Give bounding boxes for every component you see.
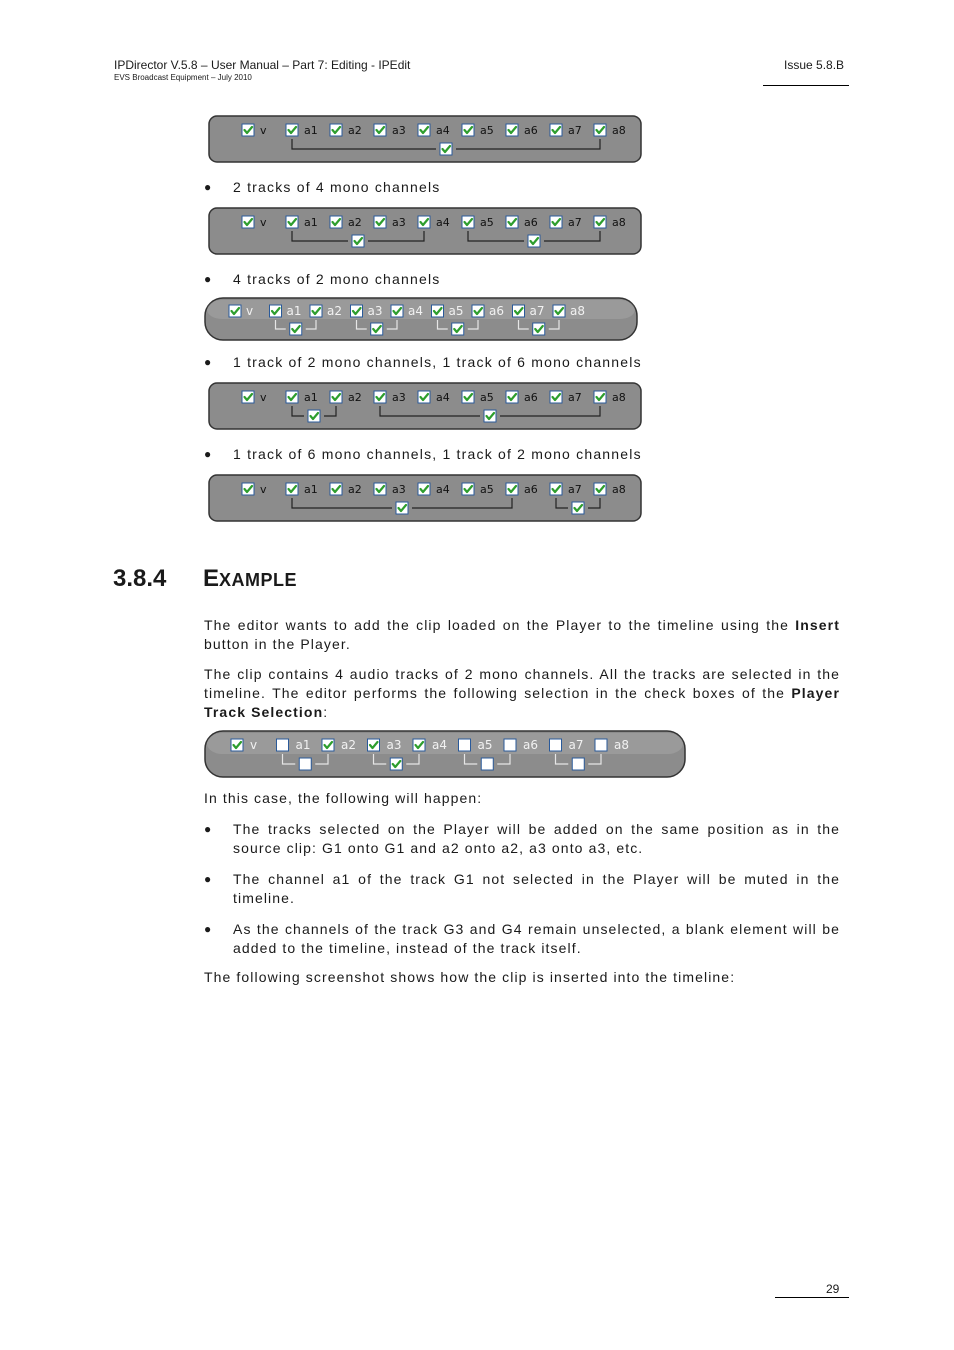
track-checkbox-a1[interactable] (286, 391, 298, 403)
track-checkbox-a4[interactable] (413, 739, 425, 751)
track-panel-4x2 (204, 297, 638, 341)
track-checkbox-a1[interactable] (286, 216, 298, 228)
track-label-a8: a8 (570, 304, 585, 318)
track-label-a4: a4 (436, 216, 450, 229)
track-checkbox-a3[interactable] (374, 216, 386, 228)
track-checkbox-a8[interactable] (553, 305, 565, 317)
bullet-dot: ● (204, 272, 212, 286)
header-issue: Issue 5.8.B (784, 58, 845, 72)
track-label-a1: a1 (286, 304, 302, 318)
track-checkbox-a6[interactable] (506, 124, 518, 136)
track-label-a7: a7 (568, 391, 582, 404)
group-checkbox-1[interactable] (308, 410, 320, 422)
track-label-a4: a4 (436, 124, 450, 137)
track-checkbox-a1[interactable] (286, 124, 298, 136)
track-checkbox-a3[interactable] (374, 483, 386, 495)
track-panel-6-2 (208, 474, 642, 522)
group-checkbox-2[interactable] (572, 502, 584, 514)
track-label-a2: a2 (348, 483, 362, 496)
track-label-a6: a6 (523, 738, 538, 752)
track-label-a8: a8 (612, 124, 626, 137)
track-label-a7: a7 (568, 124, 582, 137)
track-checkbox-v[interactable] (242, 391, 254, 403)
bullet-dot: ● (204, 447, 212, 461)
track-label-a3: a3 (392, 216, 406, 229)
panel-background (209, 208, 641, 254)
group-checkbox-3[interactable] (481, 758, 493, 770)
track-label-a2: a2 (348, 216, 362, 229)
track-label-a2: a2 (341, 738, 356, 752)
bullet-text: 1 track of 6 mono channels, 1 track of 2 mono channels (233, 446, 642, 462)
paragraph-text: The following screenshot shows how the clip is inserted into the timeline: (204, 969, 736, 985)
group-checkbox-2[interactable] (484, 410, 496, 422)
track-label-v: v (250, 738, 258, 752)
track-checkbox-a7[interactable] (550, 483, 562, 495)
header-rule (763, 85, 849, 86)
track-checkbox-a2[interactable] (330, 124, 342, 136)
track-label-a8: a8 (612, 391, 626, 404)
group-checkbox-4[interactable] (533, 323, 545, 335)
section-number: 3.8.4 (113, 565, 167, 592)
track-panel-4x2-all (208, 115, 642, 163)
track-checkbox-a2[interactable] (322, 739, 334, 751)
track-label-a4: a4 (436, 391, 450, 404)
track-checkbox-a3[interactable] (351, 305, 363, 317)
bullet-dot: ● (204, 355, 212, 369)
track-selection-svg (208, 382, 642, 430)
track-selection-svg (204, 730, 686, 778)
track-selection-svg (208, 474, 642, 522)
track-label-a1: a1 (295, 738, 311, 752)
paragraph-text: In this case, the following will happen: (204, 790, 483, 806)
group-checkbox-1[interactable] (299, 758, 311, 770)
track-label-a5: a5 (480, 216, 494, 229)
paragraph-text: The editor wants to add the clip loaded on the Player to the timeline using the (204, 617, 796, 633)
header-subtitle: EVS Broadcast Equipment – July 2010 (114, 73, 252, 82)
track-checkbox-a8[interactable] (594, 124, 606, 136)
track-checkbox-a7[interactable] (550, 124, 562, 136)
track-checkbox-a8[interactable] (594, 483, 606, 495)
track-label-a6: a6 (489, 304, 504, 318)
track-panel-2x4 (208, 207, 642, 255)
track-checkbox-a2[interactable] (330, 216, 342, 228)
track-checkbox-a3[interactable] (374, 124, 386, 136)
list-item-text: As the channels of the track G3 and G4 remain unselected, a blank element will be added to the timeline, instead of the track itself. (233, 921, 840, 956)
track-checkbox-a4[interactable] (391, 305, 403, 317)
track-checkbox-a3[interactable] (368, 739, 380, 751)
track-label-a5: a5 (480, 483, 494, 496)
track-checkbox-v[interactable] (242, 483, 254, 495)
bullet-text: 1 track of 2 mono channels, 1 track of 6 mono channels (233, 354, 642, 370)
group-checkbox-2[interactable] (528, 235, 540, 247)
track-selection-svg (208, 115, 642, 163)
bold-term: Insert (795, 617, 840, 633)
track-selection-svg (208, 207, 642, 255)
track-checkbox-a6[interactable] (506, 391, 518, 403)
track-checkbox-a3[interactable] (374, 391, 386, 403)
track-checkbox-a8[interactable] (595, 739, 607, 751)
track-checkbox-a5[interactable] (462, 391, 474, 403)
track-label-a7: a7 (529, 304, 545, 318)
track-checkbox-a6[interactable] (504, 739, 516, 751)
track-label-a6: a6 (524, 483, 538, 496)
track-label-a1: a1 (304, 216, 318, 229)
track-label-v: v (260, 216, 267, 229)
track-label-a2: a2 (327, 304, 342, 318)
track-checkbox-a2[interactable] (330, 483, 342, 495)
paragraph-intro (204, 616, 840, 654)
panel-background (209, 116, 641, 162)
track-label-a5: a5 (480, 124, 494, 137)
track-checkbox-v[interactable] (231, 739, 243, 751)
track-label-a2: a2 (348, 391, 362, 404)
track-label-a8: a8 (612, 216, 626, 229)
track-label-a4: a4 (432, 738, 447, 752)
bullet-text: 2 tracks of 4 mono channels (233, 179, 441, 195)
track-label-a6: a6 (524, 216, 538, 229)
track-checkbox-a7[interactable] (550, 391, 562, 403)
track-label-a3: a3 (392, 483, 406, 496)
track-label-a3: a3 (392, 391, 406, 404)
section-title-rest: XAMPLE (219, 570, 298, 590)
track-label-a4: a4 (436, 483, 450, 496)
track-checkbox-a6[interactable] (506, 483, 518, 495)
track-checkbox-a5[interactable] (459, 739, 471, 751)
paragraph-text: button in the Player. (204, 636, 351, 652)
group-checkbox-4[interactable] (572, 758, 584, 770)
bullet-dot: ● (204, 922, 212, 936)
paragraph-selection (204, 665, 840, 722)
track-selection-svg (204, 297, 638, 341)
group-checkbox-1[interactable] (440, 143, 452, 155)
paragraph-text: : (323, 704, 329, 720)
track-checkbox-a1[interactable] (270, 305, 282, 317)
track-label-a2: a2 (348, 124, 362, 137)
track-label-a8: a8 (612, 483, 626, 496)
bullet-text: 4 tracks of 2 mono channels (233, 271, 441, 287)
section-title-initial: E (203, 565, 220, 592)
track-label-a3: a3 (386, 738, 402, 752)
track-checkbox-a8[interactable] (594, 391, 606, 403)
group-checkbox-1[interactable] (396, 502, 408, 514)
bold-term: Player Track Selection (204, 685, 840, 720)
track-label-a8: a8 (614, 738, 629, 752)
track-checkbox-a1[interactable] (277, 739, 289, 751)
track-checkbox-a4[interactable] (418, 216, 430, 228)
track-checkbox-v[interactable] (229, 305, 241, 317)
track-checkbox-a2[interactable] (330, 391, 342, 403)
group-checkbox-2[interactable] (371, 323, 383, 335)
group-checkbox-2[interactable] (390, 758, 402, 770)
paragraph-text: The clip contains 4 audio tracks of 2 mono channels. All the tracks are selected in the timeline. The editor performs the following selection in the check boxes of the (204, 666, 840, 701)
track-label-v: v (260, 483, 267, 496)
track-label-a6: a6 (524, 124, 538, 137)
track-checkbox-a6[interactable] (472, 305, 484, 317)
group-checkbox-1[interactable] (352, 235, 364, 247)
track-label-a7: a7 (568, 216, 582, 229)
header-title: IPDirector V.5.8 – User Manual – Part 7: Editing - IPEdit (114, 58, 411, 72)
track-label-a5: a5 (448, 304, 464, 318)
track-checkbox-a4[interactable] (418, 391, 430, 403)
player-track-selection-panel (204, 730, 686, 778)
track-checkbox-a1[interactable] (286, 483, 298, 495)
track-checkbox-a5[interactable] (462, 124, 474, 136)
track-checkbox-v[interactable] (242, 124, 254, 136)
track-label-a1: a1 (304, 124, 318, 137)
paragraph-screenshot (204, 968, 840, 987)
bullet-dot: ● (204, 822, 212, 836)
track-label-v: v (246, 304, 254, 318)
track-label-a3: a3 (392, 124, 406, 137)
track-checkbox-a7[interactable] (550, 216, 562, 228)
track-checkbox-a4[interactable] (418, 483, 430, 495)
track-checkbox-a2[interactable] (310, 305, 322, 317)
track-label-v: v (260, 124, 267, 137)
track-checkbox-a8[interactable] (594, 216, 606, 228)
track-checkbox-a7[interactable] (550, 739, 562, 751)
track-label-a5: a5 (480, 391, 494, 404)
list-item-text: The channel a1 of the track G1 not selected in the Player will be muted in the timeline. (233, 871, 840, 906)
section-heading (113, 564, 297, 595)
footer-rule (775, 1297, 849, 1298)
bullet-dot: ● (204, 872, 212, 886)
track-label-a5: a5 (477, 738, 493, 752)
panel-background (209, 383, 641, 429)
track-checkbox-a4[interactable] (418, 124, 430, 136)
track-label-a1: a1 (304, 483, 318, 496)
track-label-a1: a1 (304, 391, 318, 404)
bullet-dot: ● (204, 180, 212, 194)
track-checkbox-a5[interactable] (462, 216, 474, 228)
track-checkbox-a7[interactable] (513, 305, 525, 317)
track-label-a6: a6 (524, 391, 538, 404)
track-checkbox-a6[interactable] (506, 216, 518, 228)
track-checkbox-a5[interactable] (462, 483, 474, 495)
group-checkbox-3[interactable] (452, 323, 464, 335)
track-panel-2-6 (208, 382, 642, 430)
group-checkbox-1[interactable] (290, 323, 302, 335)
track-label-a3: a3 (367, 304, 383, 318)
track-checkbox-a5[interactable] (432, 305, 444, 317)
track-label-a7: a7 (568, 483, 582, 496)
track-checkbox-v[interactable] (242, 216, 254, 228)
paragraph-happen (204, 789, 840, 808)
track-label-v: v (260, 391, 267, 404)
list-item-text: The tracks selected on the Player will be added on the same position as in the source clip: G1 onto G1 and a2 onto a2, a3 onto a3, etc. (233, 821, 840, 856)
track-label-a7: a7 (568, 738, 584, 752)
page-number: 29 (826, 1282, 840, 1296)
track-label-a4: a4 (408, 304, 423, 318)
